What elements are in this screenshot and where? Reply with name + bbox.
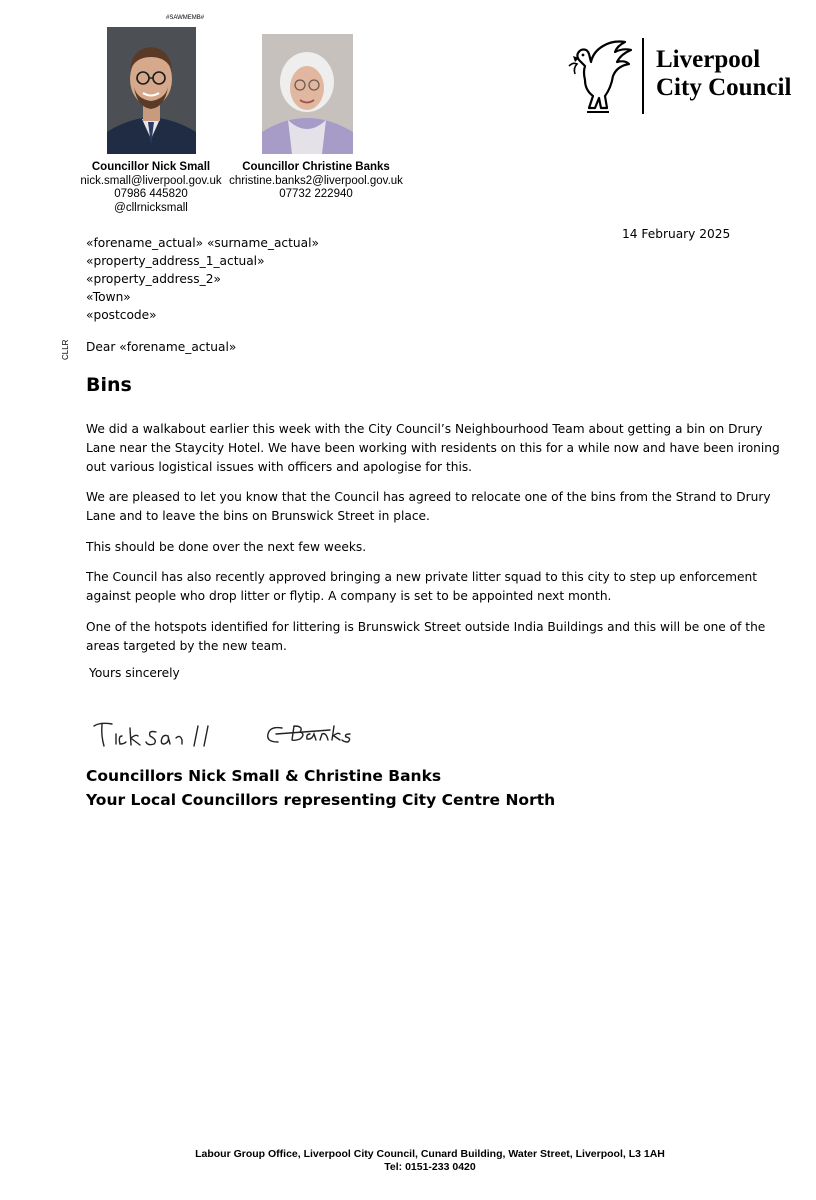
letter-paragraph: One of the hotspots identified for littering is Brunswick Street outside India Buildings and this will be one of the areas targeted by the new team. (86, 620, 766, 653)
councillor-christine-email[interactable]: christine.banks2@liverpool.gov.uk (229, 174, 403, 187)
letter-date: 14 February 2025 (622, 227, 731, 241)
address-line: «property_address_1_actual» (86, 254, 265, 268)
sign-off (86, 764, 555, 812)
signature-drawing (90, 712, 390, 757)
letter-paragraph: We are pleased to let you know that the Council has agreed to relocate one of the bins from the Strand to Drury Lane and to leave the bins on Brunswick Street in place. (86, 490, 771, 523)
councillor-christine-portrait (262, 34, 353, 154)
address-line: «property_address_2» (86, 272, 221, 286)
councillor-nick-email[interactable]: nick.small@liverpool.gov.uk (80, 174, 222, 187)
letter-paragraph: We did a walkabout earlier this week with the City Council’s Neighbourhood Team about getting a bin on Drury Lane near the Staycity Hotel. We have been working with residents on this for a while now and have been ironing out various logistical issues with officers and apologise for this. (86, 422, 780, 474)
councillor-nick-social: @cllrnicksmall (114, 201, 188, 214)
councillor-nick-portrait (107, 27, 196, 154)
letter-paragraph: This should be done over the next few weeks. (86, 540, 367, 554)
document-code: #SAWMEMB# (166, 15, 205, 21)
handwritten-signatures (90, 712, 390, 757)
councillor-nick-phone: 07986 445820 (114, 188, 188, 200)
logo-divider (642, 38, 644, 114)
logo-line-2: City Council (656, 74, 792, 101)
address-line: «postcode» (86, 308, 157, 322)
footer-phone: Tel: 0151-233 0420 (384, 1161, 476, 1173)
sign-off-names: Councillors Nick Small & Christine Banks (86, 767, 442, 785)
councillor-nick-photo (107, 27, 196, 154)
councillor-nick-name: Councillor Nick Small (91, 161, 211, 173)
councillor-christine-phone: 07732 222940 (279, 188, 353, 200)
liver-bird-icon (565, 36, 635, 116)
logo-line-1: Liverpool (656, 46, 761, 73)
address-line: «Town» (86, 290, 131, 304)
side-label: CLLR (61, 339, 70, 360)
letter-heading: Bins (86, 374, 132, 396)
letter-paragraph: The Council has also recently approved bringing a new private litter squad to this city to step up enforcement against people who drop litter or flytip. A company is set to be appointed next month. (86, 570, 758, 603)
liverpool-city-council-logo (565, 36, 805, 116)
sign-off-role: Your Local Councillors representing City Centre North (86, 791, 556, 809)
closing: Yours sincerely (89, 666, 180, 680)
page-footer (0, 1148, 816, 1174)
logo-text (656, 46, 791, 102)
recipient-address (86, 234, 319, 324)
address-line: «forename_actual» «surname_actual» (86, 236, 319, 250)
councillor-christine-details (216, 161, 416, 202)
councillor-christine-photo (262, 34, 353, 154)
footer-address: Labour Group Office, Liverpool City Council, Cunard Building, Water Street, Liverpool, L3 1AH (195, 1148, 665, 1160)
councillor-christine-name: Councillor Christine Banks (242, 161, 390, 173)
councillor-nick-details (66, 161, 236, 215)
salutation: Dear «forename_actual» (86, 340, 237, 354)
